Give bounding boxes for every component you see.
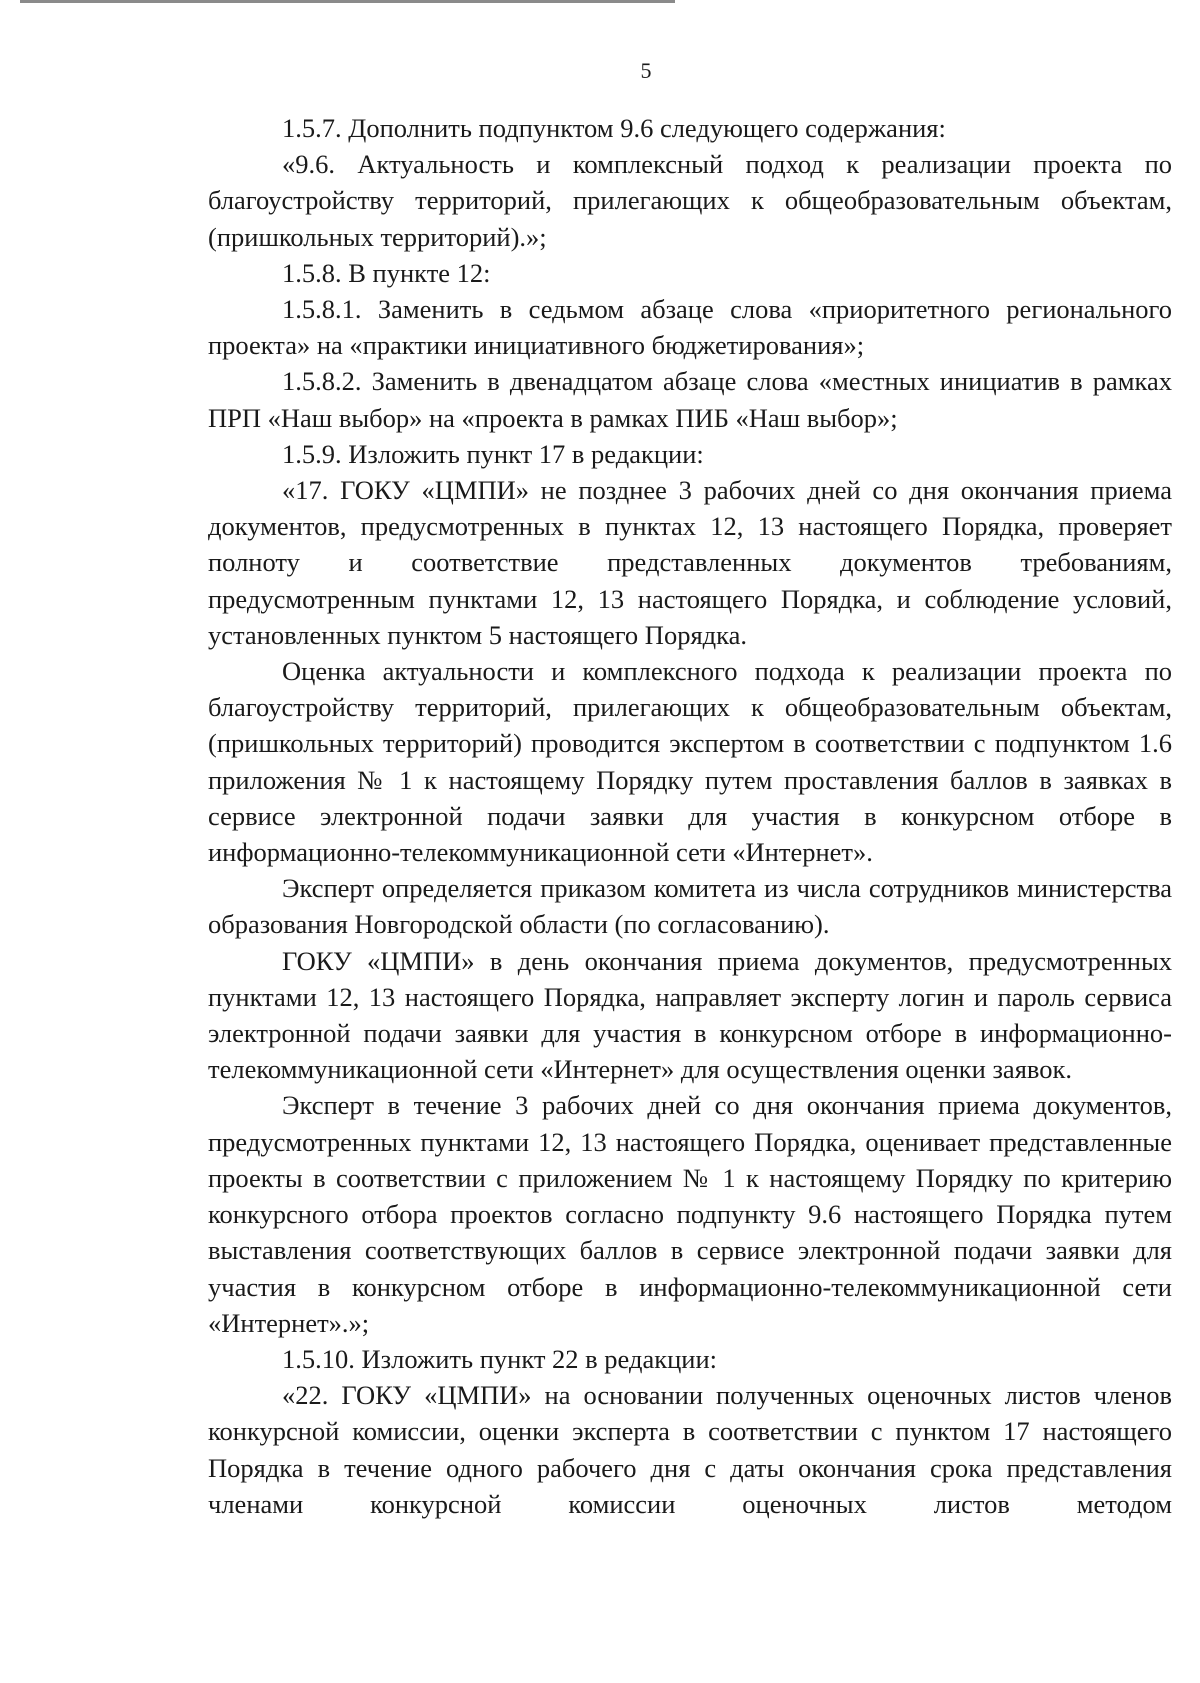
- paragraph-1-5-9: 1.5.9. Изложить пункт 17 в редакции:: [282, 438, 704, 469]
- page-number: 5: [640, 58, 652, 83]
- paragraph-login-password: ГОКУ «ЦМПИ» в день окончания приема документов, предусмотренных пунктами 12, 13 настоящего Порядка, направляет эксперту логин и пароль сервиса электронной подачи заявки для участия в конкурсном отборе в информационно-телекоммуникационной сети «Интернет» для осуществления оценки заявок.: [208, 945, 1172, 1085]
- paragraph-1-5-10: 1.5.10. Изложить пункт 22 в редакции:: [282, 1343, 717, 1374]
- paragraph-1-5-8-1: 1.5.8.1. Заменить в седьмом абзаце слова «приоритетного регионального проекта» на «практики инициативного бюджетирования»;: [208, 294, 1172, 361]
- document-body: [208, 110, 1172, 1522]
- paragraph-expert-appointment: Эксперт определяется приказом комитета из числа сотрудников министерства образования Новгородской области (по согласованию).: [208, 873, 1172, 940]
- paragraph-1-5-8-2: 1.5.8.2. Заменить в двенадцатом абзаце слова «местных инициатив в рамках ПРП «Наш выбор» на «проекта в рамках ПИБ «Наш выбор»;: [208, 366, 1172, 433]
- paragraph-1-5-7: 1.5.7. Дополнить подпунктом 9.6 следующего содержания:: [282, 113, 946, 143]
- paragraph-expert-evaluation: Эксперт в течение 3 рабочих дней со дня окончания приема документов, предусмотренных пунктами 12, 13 настоящего Порядка, оценивает представленные проекты в соответствии с приложением № 1 к настоящему Порядку по критерию конкурсного отбора проектов согласно подпункту 9.6 настоящего Порядка путем выставления соответствующих баллов в сервисе электронной подачи заявки для участия в конкурсном отборе в информационно-телекоммуникационной сети «Интернет».»;: [208, 1090, 1172, 1338]
- paragraph-9-6-quote: «9.6. Актуальность и комплексный подход к реализации проекта по благоустройству территорий, прилегающих к общеобразовательным объектам, (пришкольных территорий).»;: [208, 149, 1172, 252]
- paragraph-evaluation: Оценка актуальности и комплексного подхода к реализации проекта по благоустройству территорий, прилегающих к общеобразовательным объектам, (пришкольных территорий) проводится экспертом в соответствии с подпунктом 1.6 приложения № 1 к настоящему Порядку путем проставления баллов в заявках в сервисе электронной подачи заявки для участия в конкурсном отборе в информационно-телекоммуникационной сети «Интернет».: [208, 656, 1172, 868]
- scan-edge-line: [20, 0, 675, 3]
- paragraph-17-quote: «17. ГОКУ «ЦМПИ» не позднее 3 рабочих дней со дня окончания приема документов, предусмотренных в пунктах 12, 13 настоящего Порядка, проверяет полноту и соответствие представленных документов требованиям, предусмотренным пунктами 12, 13 настоящего Порядка, и соблюдение условий, установленных пунктом 5 настоящего Порядка.: [208, 475, 1172, 650]
- paragraph-22-quote: «22. ГОКУ «ЦМПИ» на основании полученных оценочных листов членов конкурсной комиссии, оценки эксперта в соответствии с пунктом 17 настоящего Порядка в течение одного рабочего дня с даты окончания срока представления членами конкурсной комиссии оценочных листов методом: [208, 1380, 1172, 1519]
- paragraph-1-5-8: 1.5.8. В пункте 12:: [282, 257, 491, 288]
